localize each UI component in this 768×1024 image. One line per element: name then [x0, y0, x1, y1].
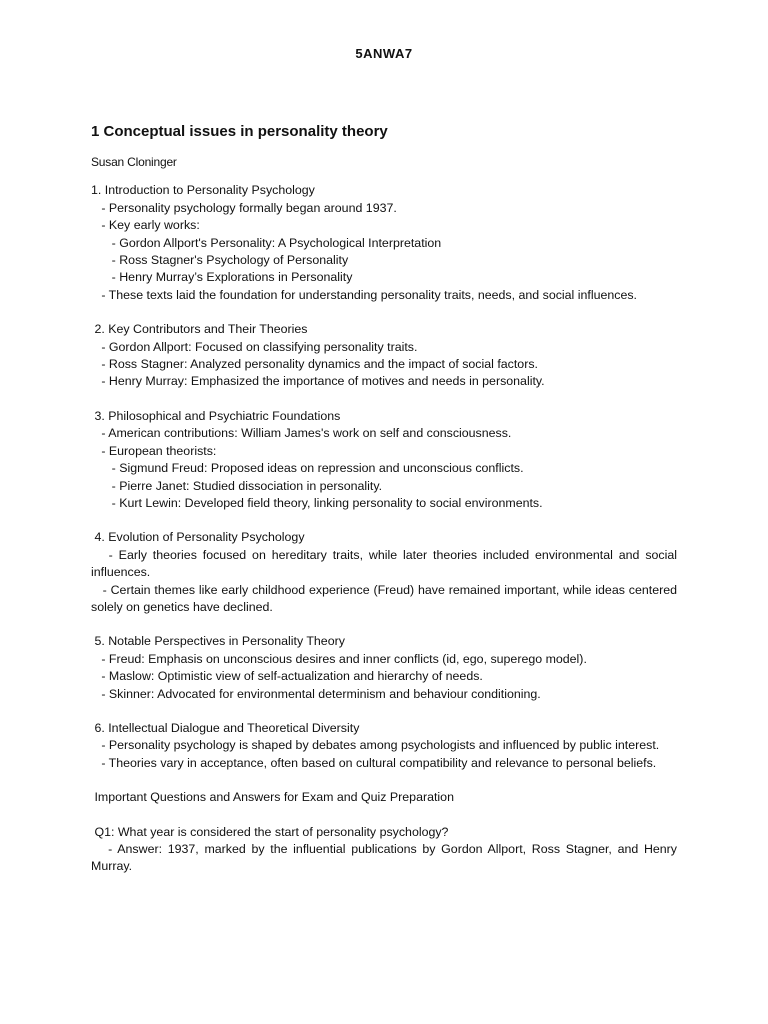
bullet-line: - Ross Stagner: Analyzed personality dynamics and the impact of social factors. — [91, 357, 538, 372]
bullet-line: - Key early works: — [91, 218, 200, 233]
sub-bullet-line: - Ross Stagner's Psychology of Personality — [91, 253, 349, 268]
section-foundations — [91, 408, 677, 512]
bullet-line: - Gordon Allport: Focused on classifying personality traits. — [91, 339, 418, 354]
bullet-line: - Freud: Emphasis on unconscious desires and inner conflicts (id, ego, superego model). — [91, 651, 587, 666]
section-dialogue — [91, 720, 677, 772]
answer: - Answer: 1937, marked by the influential publications by Gordon Allport, Ross Stagner, and Henry Murray. — [91, 842, 681, 874]
bullet-paragraph: - Certain themes like early childhood experience (Freud) have remained important, while ideas centered solely on genetics have declined. — [91, 582, 681, 614]
bullet-line: - Theories vary in acceptance, often based on cultural compatibility and relevance to personal beliefs. — [91, 755, 657, 770]
bullet-line: - These texts laid the foundation for understanding personality traits, needs, and social influences. — [91, 287, 637, 302]
question: Q1: What year is considered the start of personality psychology? — [91, 824, 449, 839]
section-heading: 5. Notable Perspectives in Personality Theory — [91, 634, 345, 649]
bullet-line: - Henry Murray: Emphasized the importance of motives and needs in personality. — [91, 374, 545, 389]
page-header: 5ANWA7 — [355, 46, 413, 61]
section-key-contributors — [91, 321, 677, 391]
sub-bullet-line: - Pierre Janet: Studied dissociation in personality. — [91, 478, 383, 493]
bullet-line: - Personality psychology formally began around 1937. — [91, 200, 397, 215]
sub-bullet-line: - Sigmund Freud: Proposed ideas on repression and unconscious conflicts. — [91, 461, 524, 476]
bullet-paragraph: - Early theories focused on hereditary traits, while later theories included environmental and social influences. — [91, 547, 681, 580]
section-evolution — [91, 529, 681, 616]
section-heading: 3. Philosophical and Psychiatric Foundations — [91, 408, 341, 423]
qa-item — [91, 824, 681, 876]
bullet-line: - Personality psychology is shaped by debates among psychologists and influenced by public interest. — [91, 738, 660, 753]
section-heading: 4. Evolution of Personality Psychology — [91, 530, 305, 545]
bullet-line: - European theorists: — [91, 443, 217, 458]
sub-bullet-line: - Henry Murray’s Explorations in Personality — [91, 270, 353, 285]
section-introduction — [91, 182, 677, 304]
section-heading: 2. Key Contributors and Their Theories — [91, 322, 308, 337]
bullet-line: - American contributions: William James's work on self and consciousness. — [91, 426, 512, 441]
section-perspectives — [91, 633, 677, 703]
section-heading: 6. Intellectual Dialogue and Theoretical Diversity — [91, 720, 360, 735]
qa-heading-block — [91, 789, 677, 806]
qa-heading: Important Questions and Answers for Exam and Quiz Preparation — [91, 790, 454, 805]
sub-bullet-line: - Kurt Lewin: Developed field theory, linking personality to social environments. — [91, 495, 543, 510]
document-body — [91, 122, 681, 893]
bullet-line: - Maslow: Optimistic view of self-actualization and hierarchy of needs. — [91, 669, 483, 684]
sub-bullet-line: - Gordon Allport's Personality: A Psychological Interpretation — [91, 235, 442, 250]
document-title: 1 Conceptual issues in personality theory — [91, 123, 388, 140]
document-author: Susan Cloninger — [91, 155, 177, 169]
bullet-line: - Skinner: Advocated for environmental determinism and behaviour conditioning. — [91, 686, 541, 701]
section-heading: 1. Introduction to Personality Psychology — [91, 183, 315, 198]
